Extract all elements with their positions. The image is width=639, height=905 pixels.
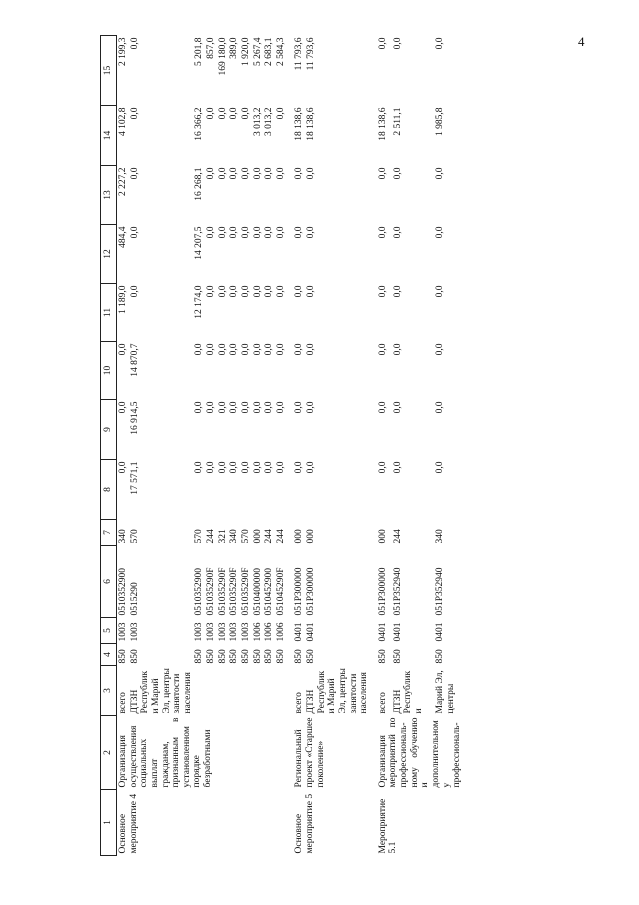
target-article-code: 0510352900 (118, 568, 128, 616)
amount-col-10: 0,0 (206, 343, 216, 356)
amount-col-14: 0,0 (206, 107, 216, 120)
amount-col-11: 0,0 (217, 285, 228, 298)
amount-col-9: 0,0 (252, 401, 263, 414)
amount-col-14: 18 138,6 (377, 107, 388, 141)
column-header-9: 9 (101, 400, 117, 460)
amount-col-15: 0,0 (377, 37, 388, 50)
table-row (377, 36, 392, 856)
amount-col-15: 169 180,0 (217, 37, 228, 76)
grbs-code: 850 (129, 649, 140, 664)
amount-col-13: 0,0 (392, 167, 403, 180)
amount-col-11: 0,0 (435, 285, 446, 298)
section-code: 1003 (206, 622, 216, 642)
amount-col-12: 0,0 (392, 226, 403, 239)
amount-col-9: 0,0 (306, 401, 316, 414)
amount-col-14: 18 138,6 (294, 107, 305, 141)
section-code: 1003 (240, 622, 251, 642)
column-header-4: 4 (101, 644, 117, 666)
amount-col-11: 0,0 (129, 285, 140, 298)
funding-source (205, 666, 217, 716)
section-code: 0401 (294, 622, 305, 642)
amount-col-15: 0,0 (129, 37, 140, 50)
amount-col-9: 0,0 (206, 401, 216, 414)
expense-type-code: 244 (206, 529, 216, 544)
column-header-5: 5 (101, 618, 117, 644)
amount-col-11: 12 174,0 (194, 285, 205, 319)
amount-col-8: 0,0 (118, 461, 128, 474)
amount-col-13: 0,0 (275, 167, 286, 180)
grbs-code: 850 (194, 649, 205, 664)
target-article-code: 051P300000 (294, 567, 305, 616)
grbs-code: 850 (392, 649, 403, 664)
measure-description: Организация осуществления социальных выплат гражданам, признанным в установленном порядке безработными (118, 717, 213, 788)
expense-type-code: 340 (118, 529, 128, 544)
grbs-code: 850 (264, 649, 275, 664)
grbs-code: 850 (377, 649, 388, 664)
section-code: 1003 (129, 622, 140, 642)
amount-col-10: 0,0 (217, 343, 228, 356)
section-code: 1003 (217, 622, 228, 642)
group-spacer (370, 36, 377, 856)
amount-col-12: 0,0 (240, 226, 251, 239)
column-header-2: 2 (101, 716, 117, 790)
grbs-code: 850 (206, 649, 216, 664)
funding-source: Марий Эл, центры (435, 670, 456, 714)
amount-col-10: 0,0 (275, 343, 286, 356)
target-article-code: 0515290 (129, 582, 140, 616)
amount-col-12: 0,0 (275, 226, 286, 239)
amount-col-12: 0,0 (377, 226, 388, 239)
column-header-8: 8 (101, 460, 117, 520)
amount-col-9: 0,0 (275, 401, 286, 414)
grbs-code: 850 (217, 649, 228, 664)
column-header-6: 6 (101, 546, 117, 618)
amount-col-13: 0,0 (240, 167, 251, 180)
amount-col-8: 0,0 (275, 461, 286, 474)
measure-description: Организация мероприятий по профессиональ-ному обучению и дополнительному профессиональ- (377, 717, 463, 788)
amount-col-10: 0,0 (252, 343, 263, 356)
amount-col-12: 0,0 (129, 226, 140, 239)
grbs-code: 850 (275, 649, 286, 664)
target-article-code: 051P300000 (306, 567, 316, 616)
group-spacer (286, 36, 293, 856)
amount-col-13: 2 227,2 (118, 167, 128, 196)
rotated-table-container (100, 36, 610, 856)
amount-col-8: 0,0 (264, 461, 275, 474)
amount-col-14: 2 511,1 (392, 107, 403, 136)
amount-col-9: 0,0 (264, 401, 275, 414)
amount-col-11: 0,0 (275, 285, 286, 298)
amount-col-8: 17 571,1 (129, 461, 140, 495)
expense-type-code: 570 (240, 529, 251, 544)
amount-col-15: 389,0 (229, 37, 240, 59)
expense-type-code: 244 (275, 529, 286, 544)
funding-source: всего (294, 692, 305, 714)
funding-source (228, 666, 240, 716)
amount-col-11: 0,0 (306, 285, 316, 298)
expense-type-code: 340 (435, 529, 446, 544)
column-header-14: 14 (101, 106, 117, 166)
section-code: 1003 (229, 622, 240, 642)
grbs-code: 850 (306, 649, 316, 664)
amount-col-8: 0,0 (217, 461, 228, 474)
budget-table (100, 35, 463, 856)
amount-col-10: 0,0 (118, 343, 128, 356)
amount-col-12: 0,0 (306, 226, 316, 239)
column-header-3: 3 (101, 666, 117, 716)
amount-col-13: 16 268,1 (194, 167, 205, 201)
funding-source (275, 666, 287, 716)
amount-col-11: 0,0 (392, 285, 403, 298)
amount-col-9: 0,0 (435, 401, 446, 414)
header-row (101, 36, 117, 856)
amount-col-13: 0,0 (306, 167, 316, 180)
amount-col-8: 0,0 (240, 461, 251, 474)
amount-col-8: 0,0 (306, 461, 316, 474)
amount-col-10: 0,0 (229, 343, 240, 356)
target-article-code: 051P300000 (377, 567, 388, 616)
column-header-10: 10 (101, 342, 117, 400)
table-body (117, 36, 463, 856)
amount-col-14: 0,0 (275, 107, 286, 120)
page-number: 4 (578, 34, 585, 49)
funding-source: ДТЗН Республики (392, 670, 424, 714)
amount-col-13: 0,0 (229, 167, 240, 180)
amount-col-10: 0,0 (194, 343, 205, 356)
expense-type-code: 244 (392, 529, 403, 544)
amount-col-9: 0,0 (294, 401, 305, 414)
funding-source (193, 666, 205, 716)
amount-col-14: 1 985,8 (435, 107, 446, 136)
amount-col-15: 5 267,4 (252, 37, 263, 66)
amount-col-10: 0,0 (306, 343, 316, 356)
amount-col-15: 0,0 (392, 37, 403, 50)
amount-col-13: 0,0 (294, 167, 305, 180)
table-row (293, 36, 305, 856)
amount-col-9: 0,0 (229, 401, 240, 414)
column-header-11: 11 (101, 284, 117, 342)
expense-type-code: 340 (229, 529, 240, 544)
amount-col-13: 0,0 (377, 167, 388, 180)
amount-col-8: 0,0 (377, 461, 388, 474)
target-article-code: 051035290F (206, 567, 216, 616)
amount-col-14: 0,0 (240, 107, 251, 120)
measure-name: Мероприятие 5.1 (377, 798, 399, 854)
amount-col-12: 14 207,5 (194, 226, 205, 260)
column-header-13: 13 (101, 166, 117, 225)
amount-col-15: 2 199,3 (118, 37, 128, 66)
amount-col-13: 0,0 (435, 167, 446, 180)
amount-col-15: 5 201,8 (194, 37, 205, 66)
amount-col-10: 0,0 (435, 343, 446, 356)
amount-col-12: 0,0 (252, 226, 263, 239)
amount-col-8: 0,0 (294, 461, 305, 474)
grbs-code: 850 (252, 649, 263, 664)
amount-col-8: 0,0 (194, 461, 205, 474)
section-code: 1003 (118, 622, 128, 642)
amount-col-11: 0,0 (264, 285, 275, 298)
target-article-code: 0510352900 (194, 568, 205, 616)
expense-type-code: 570 (194, 529, 205, 544)
amount-col-11: 0,0 (294, 285, 305, 298)
funding-source: всего (118, 692, 128, 714)
measure-name: Основное мероприятие 4 (118, 793, 139, 854)
amount-col-15: 0,0 (435, 37, 446, 50)
amount-col-8: 0,0 (206, 461, 216, 474)
section-code: 1006 (275, 622, 286, 642)
expense-type-code: 000 (377, 529, 388, 544)
amount-col-11: 0,0 (252, 285, 263, 298)
column-header-7: 7 (101, 520, 117, 546)
section-code: 0401 (306, 622, 316, 642)
amount-col-11: 1 189,0 (118, 285, 128, 314)
expense-type-code: 321 (217, 529, 228, 544)
amount-col-12: 0,0 (206, 226, 216, 239)
amount-col-13: 0,0 (206, 167, 216, 180)
amount-col-9: 0,0 (118, 401, 128, 414)
amount-col-12: 484,4 (118, 226, 128, 248)
target-article-code: 051P352940 (435, 567, 446, 616)
target-article-code: 051035290F (240, 567, 251, 616)
amount-col-8: 0,0 (229, 461, 240, 474)
amount-col-14: 4 102,8 (118, 107, 128, 136)
amount-col-14: 3 013,2 (264, 107, 275, 136)
amount-col-15: 2 584,3 (275, 37, 286, 66)
amount-col-13: 0,0 (217, 167, 228, 180)
measure-description: Региональный проект «Старшее поколение» (294, 717, 326, 788)
amount-col-12: 0,0 (264, 226, 275, 239)
column-header-12: 12 (101, 225, 117, 284)
table-row (117, 36, 129, 856)
amount-col-13: 0,0 (129, 167, 140, 180)
amount-col-10: 0,0 (240, 343, 251, 356)
grbs-code: 850 (294, 649, 305, 664)
measure-name: Основное мероприятие 5 (294, 793, 315, 854)
funding-source: ДТЗН Республики Марий Эл, центры занятости населения (129, 668, 193, 714)
funding-source (252, 666, 264, 716)
amount-col-14: 3 013,2 (252, 107, 263, 136)
section-code: 1006 (264, 622, 275, 642)
amount-col-12: 0,0 (229, 226, 240, 239)
target-article-code: 0510452900 (264, 568, 275, 616)
amount-col-9: 0,0 (217, 401, 228, 414)
target-article-code: 0510400000 (252, 568, 263, 616)
expense-type-code: 000 (306, 529, 316, 544)
target-article-code: 051P352940 (392, 567, 403, 616)
funding-source: всего (377, 692, 388, 714)
amount-col-10: 14 870,7 (129, 343, 140, 377)
expense-type-code: 244 (264, 529, 275, 544)
target-article-code: 051045290F (275, 567, 286, 616)
amount-col-10: 0,0 (264, 343, 275, 356)
expense-type-code: 570 (129, 529, 140, 544)
target-article-code: 051035290F (217, 567, 228, 616)
amount-col-9: 16 914,5 (129, 401, 140, 435)
amount-col-9: 0,0 (194, 401, 205, 414)
amount-col-14: 0,0 (217, 107, 228, 120)
amount-col-9: 0,0 (377, 401, 388, 414)
section-code: 1006 (252, 622, 263, 642)
amount-col-14: 16 366,2 (194, 107, 205, 141)
amount-col-12: 0,0 (294, 226, 305, 239)
section-code: 0401 (392, 622, 403, 642)
column-header-15: 15 (101, 36, 117, 106)
amount-col-10: 0,0 (392, 343, 403, 356)
amount-col-14: 0,0 (229, 107, 240, 120)
section-code: 0401 (377, 622, 388, 642)
expense-type-code: 000 (252, 529, 263, 544)
grbs-code: 850 (229, 649, 240, 664)
amount-col-10: 0,0 (294, 343, 305, 356)
amount-col-9: 0,0 (240, 401, 251, 414)
amount-col-11: 0,0 (206, 285, 216, 298)
column-header-1: 1 (101, 790, 117, 856)
amount-col-9: 0,0 (392, 401, 403, 414)
amount-col-13: 0,0 (264, 167, 275, 180)
amount-col-8: 0,0 (392, 461, 403, 474)
amount-col-13: 0,0 (252, 167, 263, 180)
grbs-code: 850 (118, 649, 128, 664)
section-code: 0401 (435, 622, 446, 642)
grbs-code: 850 (240, 649, 251, 664)
amount-col-11: 0,0 (240, 285, 251, 298)
amount-col-15: 11 793,6 (294, 37, 305, 71)
amount-col-15: 1 920,0 (240, 37, 251, 66)
target-article-code: 051035290F (229, 567, 240, 616)
amount-col-11: 0,0 (377, 285, 388, 298)
amount-col-15: 11 793,6 (306, 37, 316, 71)
funding-source (263, 666, 275, 716)
amount-col-10: 0,0 (377, 343, 388, 356)
amount-col-15: 2 683,1 (264, 37, 275, 66)
amount-col-14: 0,0 (129, 107, 140, 120)
amount-col-8: 0,0 (435, 461, 446, 474)
funding-source (217, 666, 229, 716)
grbs-code: 850 (435, 649, 446, 664)
funding-source: ДТЗН Республики Марий Эл, центры занятости населения (306, 668, 370, 714)
section-code: 1003 (194, 622, 205, 642)
amount-col-12: 0,0 (435, 226, 446, 239)
amount-col-8: 0,0 (252, 461, 263, 474)
amount-col-12: 0,0 (217, 226, 228, 239)
funding-source (240, 666, 252, 716)
amount-col-11: 0,0 (229, 285, 240, 298)
amount-col-15: 857,0 (206, 37, 216, 59)
expense-type-code: 000 (294, 529, 305, 544)
amount-col-14: 18 138,6 (306, 107, 316, 141)
